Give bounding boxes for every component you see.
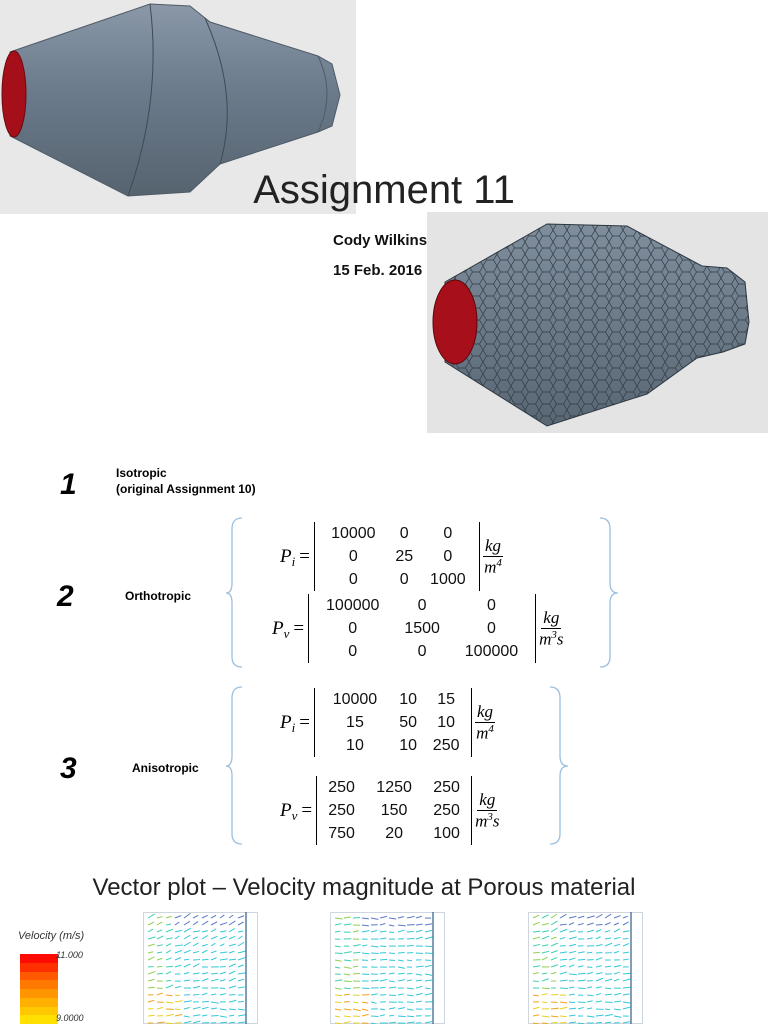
legend-color-swatch: [20, 954, 58, 963]
matrix-cell: 1500: [404, 620, 440, 637]
velocity-vector: [344, 981, 352, 982]
velocity-vector: [344, 988, 351, 989]
velocity-vector: [362, 988, 369, 989]
matrix-cell: 0: [487, 620, 496, 637]
author-name: Cody Wilkins: [333, 232, 428, 249]
velocity-vector: [605, 1009, 610, 1010]
velocity-vector: [587, 952, 592, 953]
ortho-pi-unit: kg $m^4$: [484, 535, 502, 577]
ortho-pi-subscript: i: [291, 553, 296, 569]
matrix-cell: 1000: [430, 571, 466, 588]
case-1-label-line-2: (original Assignment 10): [116, 482, 256, 496]
legend-color-swatch: [20, 1007, 58, 1016]
velocity-vector: [371, 980, 379, 981]
velocity-color-bar: [20, 954, 58, 1024]
vector-plot-case-1: [143, 912, 258, 1024]
velocity-vector: [533, 952, 540, 953]
legend-max-value: 11.000: [56, 950, 83, 960]
page-title: Assignment 11: [253, 168, 515, 212]
velocity-vector: [335, 953, 343, 954]
velocity-vector: [578, 959, 585, 960]
velocity-vector: [220, 966, 226, 967]
velocity-vector: [560, 1016, 567, 1017]
matrix-cell: 250: [433, 802, 460, 819]
aniso-pv-matrix: [316, 776, 472, 845]
velocity-vector: [560, 959, 567, 960]
case-number-3: 3: [60, 752, 77, 785]
case-3-label: Anisotropic: [132, 761, 199, 775]
velocity-vector: [353, 966, 358, 967]
velocity-vector: [542, 1002, 547, 1003]
matrix-cell: 0: [399, 571, 409, 588]
cad-model-mesh-image: [427, 212, 768, 433]
velocity-vector: [335, 995, 342, 996]
velocity-vector: [623, 938, 628, 939]
velocity-vector: [166, 980, 171, 981]
case-2-label: Orthotropic: [125, 589, 191, 603]
velocity-vector: [569, 1002, 575, 1003]
legend-color-swatch: [20, 963, 58, 972]
ortho-pi-matrix: [314, 522, 480, 591]
vector-plot-case-3: [528, 912, 643, 1024]
legend-color-swatch: [20, 980, 58, 989]
velocity-vector: [578, 973, 586, 974]
velocity-vector: [175, 1009, 180, 1010]
matrix-cell: 250: [328, 779, 355, 796]
matrix-cell: 0: [348, 548, 358, 565]
legend-min-value: 9.0000: [56, 1013, 84, 1023]
matrix-cell: 0: [399, 525, 409, 542]
ortho-pv-equation: P v = 100000 0 0 0 1500 0 0 0 100000 kg $m^3s$: [272, 594, 564, 663]
case-1-label: [116, 465, 256, 497]
legend-color-swatch: [20, 989, 58, 998]
matrix-cell: 100: [433, 825, 460, 842]
matrix-cell: 250: [328, 802, 355, 819]
legend-color-swatch: [20, 972, 58, 981]
velocity-vector: [569, 974, 577, 975]
velocity-vector: [238, 1001, 244, 1002]
velocity-vector: [551, 1002, 557, 1003]
velocity-vector: [425, 946, 432, 947]
velocity-vector: [389, 932, 394, 933]
matrix-cell: 100000: [464, 643, 519, 660]
velocity-vector: [560, 1022, 566, 1023]
matrix-cell: 0: [417, 597, 427, 614]
matrix-cell: 10000: [332, 691, 378, 708]
matrix-cell: 250: [432, 737, 460, 754]
velocity-vector: [623, 973, 631, 974]
velocity-vector: [407, 931, 414, 932]
ortho-pv-matrix: [308, 594, 536, 663]
velocity-vector: [398, 973, 405, 974]
case-number-2: 2: [57, 580, 74, 613]
matrix-cell: 750: [328, 825, 355, 842]
matrix-cell: 15: [437, 691, 456, 708]
velocity-vector: [551, 1022, 557, 1023]
matrix-cell: 0: [443, 548, 453, 565]
matrix-cell: 10: [399, 737, 418, 754]
aniso-pi-equation: P i = 10000 10 15 15 50 10 10 10 250 kg $m^4$: [280, 688, 495, 757]
ortho-pi-symbol: P: [280, 545, 292, 567]
velocity-vector: [398, 1016, 406, 1017]
matrix-cell: 0: [348, 620, 358, 637]
matrix-cell: 10000: [331, 525, 376, 542]
matrix-cell: 0: [443, 525, 453, 542]
matrix-cell: 25: [395, 548, 414, 565]
aniso-pv-equation: P v = 250 1250 250 250 150 250 750 20 100 kg $m^3s$: [280, 776, 500, 845]
velocity-vector: [398, 952, 405, 953]
case-1-label-line-1: Isotropic: [116, 466, 167, 480]
velocity-vector: [560, 988, 568, 989]
velocity-vector: [596, 1022, 602, 1023]
matrix-cell: 10: [346, 737, 364, 754]
aniso-pi-unit: kg $m^4$: [476, 701, 494, 743]
matrix-cell: 10: [399, 691, 418, 708]
matrix-cell: 0: [487, 597, 496, 614]
legend-color-swatch: [20, 1015, 58, 1024]
velocity-vector: [229, 1015, 234, 1016]
aniso-pv-unit: kg $m^3s$: [475, 789, 500, 831]
matrix-cell: 100000: [326, 597, 380, 614]
matrix-cell: 20: [385, 825, 403, 842]
velocity-vector: [202, 1001, 209, 1002]
velocity-vector: [211, 1015, 218, 1016]
velocity-vector: [533, 981, 539, 982]
velocity-vector: [148, 1015, 155, 1016]
velocity-vector: [193, 994, 199, 995]
matrix-cell: 50: [399, 714, 418, 731]
date-text: 15 Feb. 2016: [333, 262, 423, 279]
ortho-pv-unit: kg $m^3s$: [539, 607, 564, 649]
matrix-cell: 15: [346, 714, 364, 731]
velocity-vector: [175, 995, 180, 996]
velocity-vector: [353, 917, 360, 918]
velocity-vector: [353, 973, 360, 974]
velocity-vector: [425, 988, 430, 989]
velocity-vector: [353, 952, 360, 953]
velocity-vector: [407, 945, 414, 946]
velocity-vector: [157, 966, 162, 967]
matrix-cell: 10: [437, 714, 456, 731]
velocity-vector: [380, 959, 387, 960]
matrix-cell: 1250: [376, 779, 412, 796]
velocity-legend-title: Velocity (m/s): [18, 930, 85, 942]
case-number-1: 1: [60, 468, 77, 501]
matrix-cell: 0: [348, 571, 358, 588]
ortho-pi-equation: P i = 10000 0 0 0 25 0 0 0 1000 kg $m^4$: [280, 522, 503, 591]
velocity-vector: [335, 1023, 341, 1024]
velocity-vector: [389, 953, 395, 954]
velocity-vector: [157, 973, 163, 974]
legend-color-swatch: [20, 998, 58, 1007]
vector-plot-case-2: [330, 912, 445, 1024]
matrix-cell: 150: [380, 802, 408, 819]
velocity-vector: [407, 973, 412, 974]
matrix-cell: 250: [433, 779, 460, 796]
velocity-vector: [425, 953, 433, 954]
velocity-vector: [335, 1002, 341, 1003]
velocity-vector: [389, 995, 396, 996]
vector-plot-title: Vector plot – Velocity magnitude at Porous material: [92, 874, 636, 901]
aniso-pi-matrix: [314, 688, 472, 757]
matrix-cell: 0: [417, 643, 427, 660]
matrix-cell: 0: [348, 643, 358, 660]
